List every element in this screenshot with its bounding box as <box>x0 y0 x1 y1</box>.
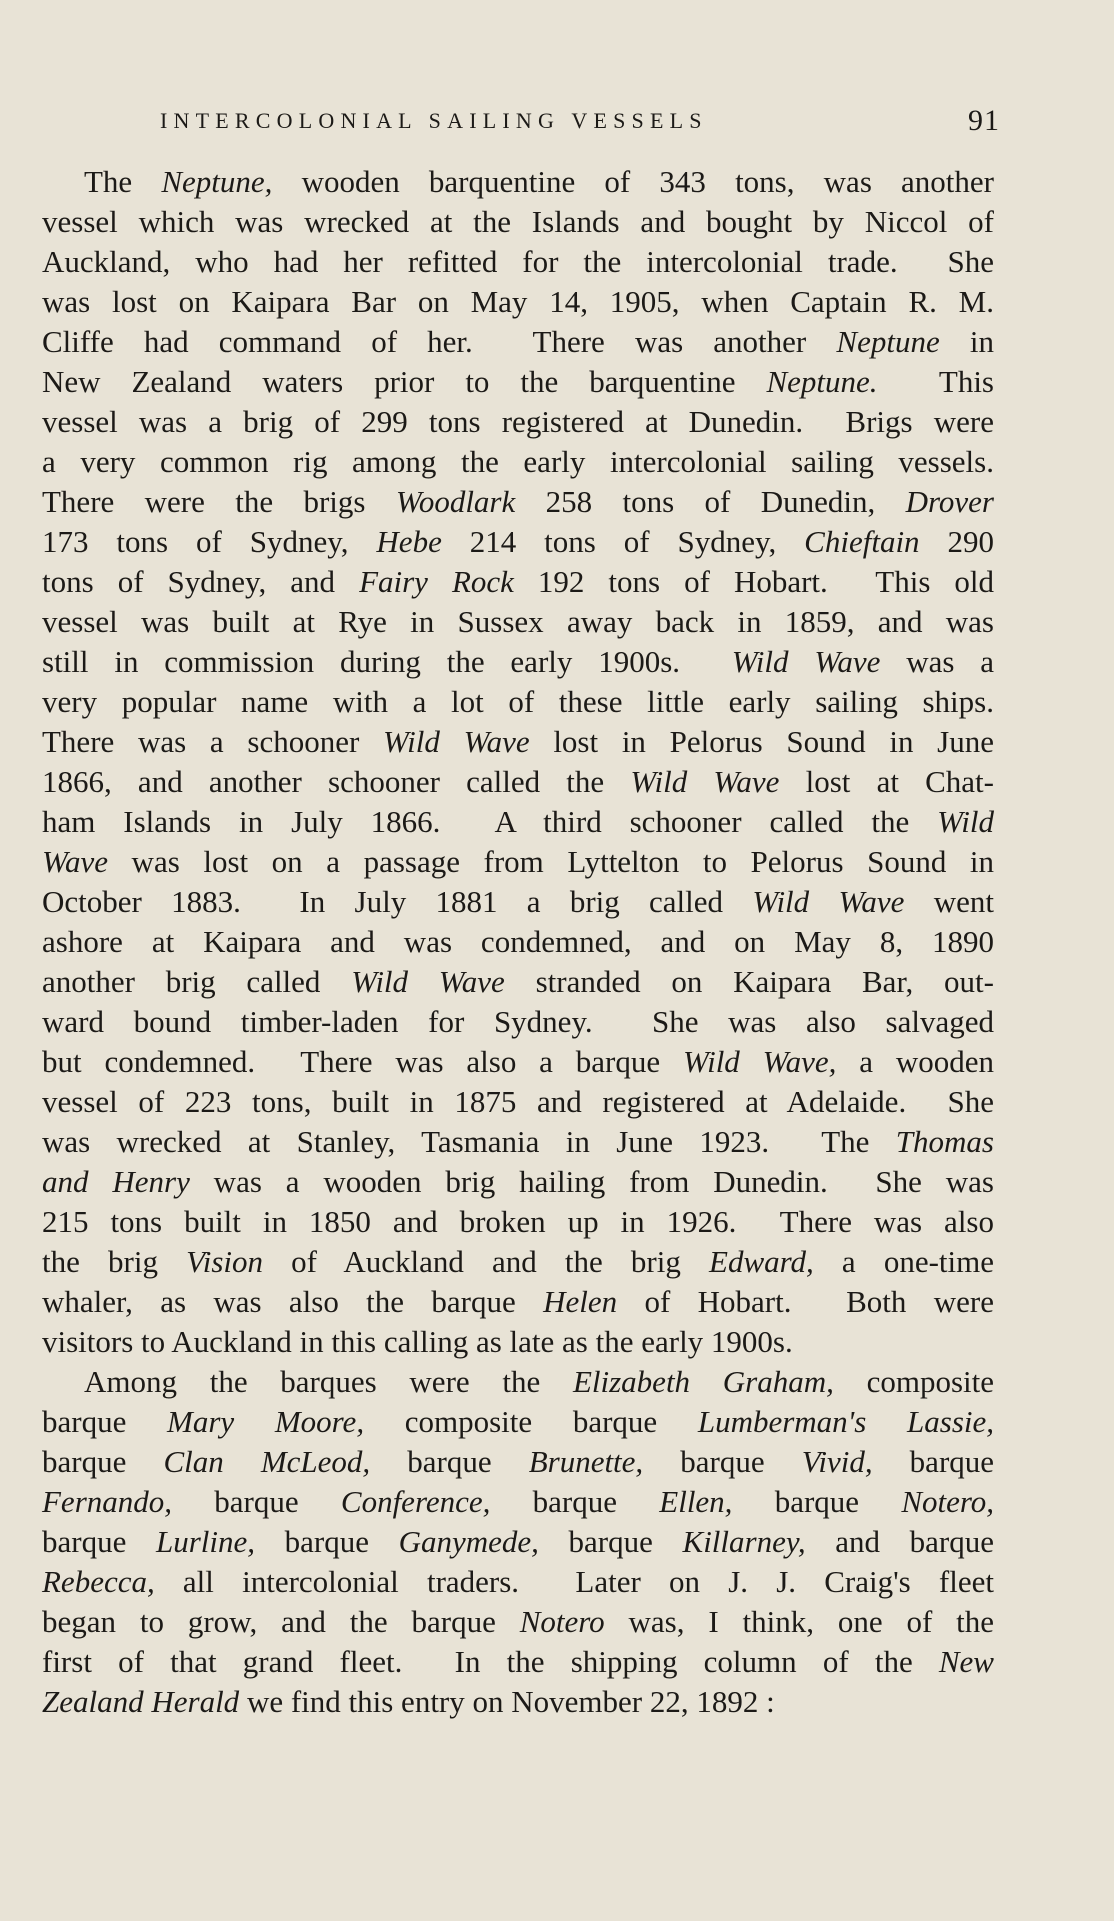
text-line <box>42 682 994 722</box>
text-line <box>42 922 994 962</box>
text-line <box>42 1362 994 1402</box>
text-line <box>42 722 994 762</box>
text-segment: barque <box>370 1444 529 1479</box>
body-text <box>42 162 994 1722</box>
italic-text: Neptune <box>836 324 940 359</box>
text-segment: Cliffe had command of her. There was another <box>42 324 837 359</box>
italic-text: Woodlark <box>395 484 516 519</box>
italic-text: Edward, <box>709 1244 814 1279</box>
italic-text: New <box>938 1644 994 1679</box>
text-line <box>42 1482 994 1522</box>
text-line <box>42 1162 994 1202</box>
text-line <box>42 562 994 602</box>
text-segment: began to grow, and the barque <box>42 1604 520 1639</box>
text-segment: went <box>904 884 994 919</box>
text-segment: visitors to Auckland in this calling as late as the early 1900s. <box>42 1324 793 1359</box>
text-segment: was wrecked at Stanley, Tasmania in June 1923. The <box>42 1124 896 1159</box>
text-segment: barque <box>538 1524 683 1559</box>
text-segment: vessel was a brig of 299 tons registered at Dunedin. Brigs were <box>42 404 994 439</box>
text-segment: vessel of 223 tons, built in 1875 and registered at Adelaide. She <box>42 1084 994 1119</box>
text-line <box>42 1042 994 1082</box>
text-segment: was lost on Kaipara Bar on May 14, 1905, when Captain R. M. <box>42 284 994 319</box>
text-segment: a very common rig among the early intercolonial sailing vessels. <box>42 444 994 479</box>
text-segment: The <box>84 164 162 199</box>
text-segment: Auckland, who had her refitted for the intercolonial trade. She <box>42 244 994 279</box>
text-segment: barque <box>490 1484 660 1519</box>
text-segment: wooden barquentine of 343 tons, was another <box>272 164 995 199</box>
text-line <box>42 1282 994 1322</box>
italic-text: Chieftain <box>804 524 920 559</box>
text-segment: There was a schooner <box>42 724 384 759</box>
text-line <box>42 1402 994 1442</box>
text-line <box>42 162 994 202</box>
text-segment: was a wooden brig hailing from Dunedin. She was <box>189 1164 994 1199</box>
text-segment: was lost on a passage from Lyttelton to Pelorus Sound in <box>108 844 994 879</box>
text-line <box>42 1122 994 1162</box>
text-line <box>42 1322 994 1362</box>
text-segment: first of that grand fleet. In the shipping column of the <box>42 1644 939 1679</box>
text-segment: 290 <box>919 524 994 559</box>
text-segment: composite <box>833 1364 994 1399</box>
text-segment: 192 tons of Hobart. This old <box>513 564 995 599</box>
italic-text: and Henry <box>42 1164 190 1199</box>
text-line <box>42 1002 994 1042</box>
text-segment: New Zealand waters prior to the barquentine <box>42 364 767 399</box>
text-segment: vessel which was wrecked at the Islands and bought by Niccol of <box>42 204 994 239</box>
italic-text: Hebe <box>376 524 442 559</box>
text-segment: composite barque <box>364 1404 698 1439</box>
italic-text: Conference, <box>340 1484 491 1519</box>
text-line <box>42 1082 994 1122</box>
page-number: 91 <box>968 104 1000 137</box>
text-segment: This <box>877 364 994 399</box>
text-line <box>42 522 994 562</box>
text-line <box>42 282 994 322</box>
italic-text: Ganymede, <box>398 1524 539 1559</box>
text-segment: tons of Sydney, and <box>42 564 360 599</box>
italic-text: Drover <box>905 484 994 519</box>
text-line <box>42 1682 994 1722</box>
text-line <box>42 762 994 802</box>
italic-text: Brunette, <box>528 1444 644 1479</box>
text-line <box>42 642 994 682</box>
text-segment: we find this entry on November 22, 1892 : <box>239 1684 775 1719</box>
text-segment: ham Islands in July 1866. A third schooner called the <box>42 804 938 839</box>
text-line <box>42 482 994 522</box>
text-segment: ward bound timber-laden for Sydney. She was also salvaged <box>42 1004 994 1039</box>
text-line <box>42 802 994 842</box>
text-segment: Among the barques were the <box>84 1364 573 1399</box>
text-segment: stranded on Kaipara Bar, out- <box>504 964 994 999</box>
text-segment: lost at Chat- <box>779 764 994 799</box>
italic-text: Rebecca, <box>42 1564 155 1599</box>
italic-text: Notero <box>519 1604 605 1639</box>
italic-text: Mary Moore, <box>167 1404 365 1439</box>
text-segment: 258 tons of Dunedin, <box>515 484 906 519</box>
text-segment: was, I think, one of the <box>604 1604 994 1639</box>
text-segment: still in commission during the early 1900s. <box>42 644 732 679</box>
text-segment: barque <box>732 1484 902 1519</box>
text-segment: and barque <box>805 1524 995 1559</box>
text-segment: of Auckland and the brig <box>263 1244 710 1279</box>
text-segment: another brig called <box>42 964 352 999</box>
text-segment: barque <box>42 1404 168 1439</box>
italic-text: Zealand Herald <box>42 1684 240 1719</box>
running-head <box>160 104 1000 138</box>
text-line <box>42 402 994 442</box>
text-segment: but condemned. There was also a barque <box>42 1044 683 1079</box>
text-segment: There were the brigs <box>42 484 396 519</box>
italic-text: Thomas <box>895 1124 994 1159</box>
text-segment: 215 tons built in 1850 and broken up in 1926. There was also <box>42 1204 994 1239</box>
text-line <box>42 1522 994 1562</box>
text-segment: 173 tons of Sydney, <box>42 524 377 559</box>
text-segment: a one-time <box>813 1244 994 1279</box>
italic-text: Helen <box>543 1284 618 1319</box>
text-segment: barque <box>872 1444 995 1479</box>
text-segment: barque <box>643 1444 802 1479</box>
text-line <box>42 202 994 242</box>
text-segment: of Hobart. Both were <box>617 1284 994 1319</box>
italic-text: Wild <box>937 804 994 839</box>
text-line <box>42 322 994 362</box>
italic-text: Lurline, <box>155 1524 256 1559</box>
text-line <box>42 882 994 922</box>
text-segment: ashore at Kaipara and was condemned, and on May 8, 1890 <box>42 924 994 959</box>
text-segment: October 1883. In July 1881 a brig called <box>42 884 753 919</box>
text-segment: in <box>939 324 994 359</box>
text-line <box>42 1562 994 1602</box>
text-segment: was a <box>880 644 994 679</box>
italic-text: Vision <box>186 1244 264 1279</box>
italic-text: Neptune, <box>161 164 273 199</box>
italic-text: Fairy Rock <box>359 564 514 599</box>
italic-text: Ellen, <box>659 1484 733 1519</box>
italic-text: Killarney, <box>682 1524 806 1559</box>
text-segment: vessel was built at Rye in Sussex away back in 1859, and was <box>42 604 994 639</box>
italic-text: Wild Wave <box>351 964 505 999</box>
text-segment: very popular name with a lot of these little early sailing ships. <box>42 684 994 719</box>
italic-text: Wild Wave <box>630 764 780 799</box>
text-segment: barque <box>172 1484 341 1519</box>
text-line <box>42 1242 994 1282</box>
running-title: INTERCOLONIAL SAILING VESSELS <box>160 108 708 133</box>
text-line <box>42 842 994 882</box>
italic-text: Elizabeth Graham, <box>572 1364 834 1399</box>
text-line <box>42 1442 994 1482</box>
text-segment: 1866, and another schooner called the <box>42 764 631 799</box>
text-segment: the brig <box>42 1244 187 1279</box>
italic-text: Wave <box>42 844 108 879</box>
text-segment: lost in Pelorus Sound in June <box>529 724 994 759</box>
text-line <box>42 962 994 1002</box>
text-segment: all intercolonial traders. Later on J. J. Craig's fleet <box>154 1564 994 1599</box>
text-segment: barque <box>42 1524 156 1559</box>
text-line <box>42 1202 994 1242</box>
italic-text: Neptune. <box>766 364 878 399</box>
text-line <box>42 602 994 642</box>
italic-text: Notero, <box>901 1484 995 1519</box>
text-line <box>42 242 994 282</box>
italic-text: Clan McLeod, <box>163 1444 371 1479</box>
text-line <box>42 1602 994 1642</box>
italic-text: Wild Wave, <box>682 1044 837 1079</box>
italic-text: Vivid, <box>801 1444 873 1479</box>
text-segment: a wooden <box>836 1044 994 1079</box>
text-line <box>42 362 994 402</box>
italic-text: Wild Wave <box>731 644 881 679</box>
italic-text: Lumberman's Lassie, <box>697 1404 995 1439</box>
text-line <box>42 1642 994 1682</box>
text-line <box>42 442 994 482</box>
text-segment: 214 tons of Sydney, <box>441 524 805 559</box>
text-segment: whaler, as was also the barque <box>42 1284 544 1319</box>
italic-text: Wild Wave <box>752 884 905 919</box>
text-segment: barque <box>255 1524 399 1559</box>
italic-text: Fernando, <box>42 1484 173 1519</box>
text-segment: barque <box>42 1444 164 1479</box>
italic-text: Wild Wave <box>383 724 530 759</box>
